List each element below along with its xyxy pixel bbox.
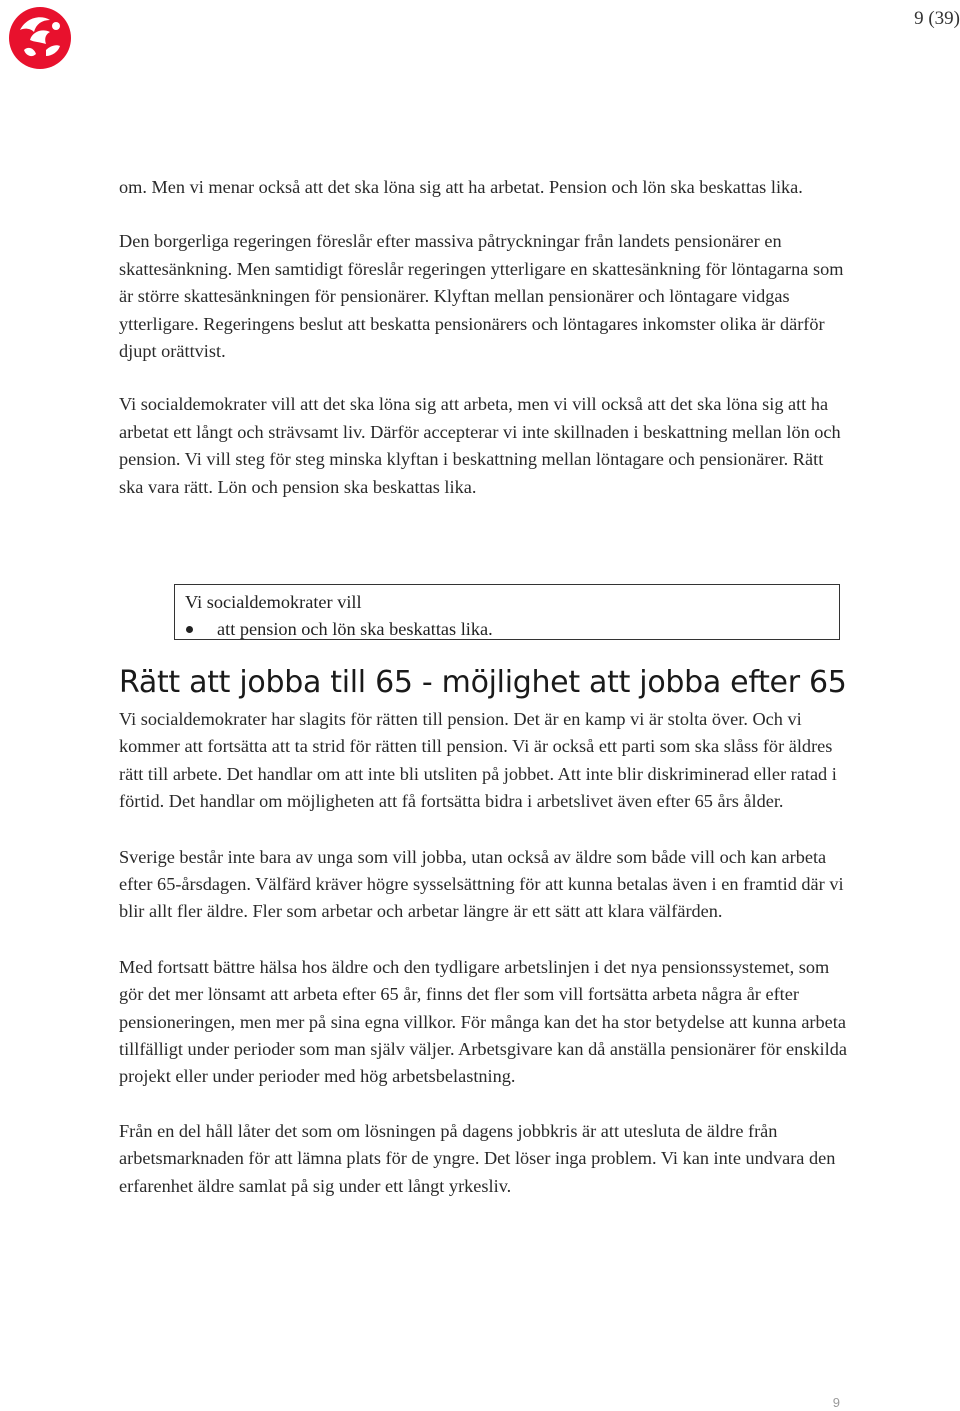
callout-bullet-item <box>185 617 839 641</box>
paragraph: Sverige består inte bara av unga som vill jobba, utan också av äldre som både vill och kan arbeta efter 65-årsdagen. Välfärd kräver högre sysselsättning för att kunna betalas även i en framtid där vi blir allt fler äldre. Fler som arbetar och arbetar längre är ett sätt att klara välfärden. <box>119 846 844 922</box>
callout-bullet-text: att pension och lön ska beskattas lika. <box>217 619 493 639</box>
paragraph: Den borgerliga regeringen föreslår efter massiva påtryckningar från landets pensionärer en skattesänkning. Men samtidigt föreslår regeringen ytterligare en skattesänkning för löntagarna som är större skattesänkningen för pensionärer. Klyftan mellan pensionärer och löntagare vidgas ytterligare. Regeringens beslut att beskatta pensionärers och löntagares inkomster olika är därför djupt orättvist. <box>119 231 844 362</box>
body-text-top <box>119 174 849 501</box>
page-counter: 9 (39) <box>914 8 960 29</box>
party-logo <box>6 4 74 72</box>
rose-icon <box>6 4 74 72</box>
footer-page-number: 9 <box>832 1395 840 1410</box>
body-text-section <box>119 706 849 1200</box>
paragraph: Vi socialdemokrater vill att det ska löna sig att arbeta, men vi vill också att det ska löna sig att ha arbetat ett långt och strävsamt liv. Därför accepterar vi inte skillnaden i beskattning mellan lön och pension. Vi vill steg för steg minska klyftan i beskattning mellan löntagare och pensionärer. Rätt ska vara rätt. Lön och pension ska beskattas lika. <box>119 394 841 497</box>
paragraph: Med fortsatt bättre hälsa hos äldre och den tydligare arbetslinjen i det nya pensionssystemet, som gör det mer lönsamt att arbeta efter 65 år, finns det fler som vill fortsätta arbeta några år efter pensioneringen, men mer på sina egna villkor. För många kan det ha stor betydelse att kunna arbeta tillfälligt under perioder som man själv väljer. Arbetsgivare kan då anställa pensionärer för enskilda projekt eller under perioder med hög arbetsbelastning. <box>119 956 847 1087</box>
paragraph: om. Men vi menar också att det ska löna sig att ha arbetat. Pension och lön ska beskattas lika. <box>119 177 803 197</box>
callout-title: Vi socialdemokrater vill <box>185 592 362 612</box>
paragraph: Från en del håll låter det som om lösningen på dagens jobbkris är att utesluta de äldre från arbetsmarknaden för att lämna plats för de yngre. Det löser inga problem. Vi kan inte undvara den erfarenhet äldre samlat på sig under ett långt yrkesliv. <box>119 1120 836 1196</box>
section-heading: Rätt att jobba till 65 - möjlighet att jobba efter 65 <box>119 665 847 700</box>
paragraph: Vi socialdemokrater har slagits för rätten till pension. Det är en kamp vi är stolta över. Och vi kommer att fortsätta att ta strid för rätten till pension. Vi är också ett parti som ska slåss för äldres rätt till arbete. Det handlar om att inte bli utsliten på jobbet. Att inte blir diskriminerad eller ratad i förtid. Det handlar om möjligheten att få fortsätta bidra i arbetslivet även efter 65 års ålder. <box>119 709 837 812</box>
callout-box <box>174 584 840 640</box>
bullet-icon <box>186 626 193 633</box>
